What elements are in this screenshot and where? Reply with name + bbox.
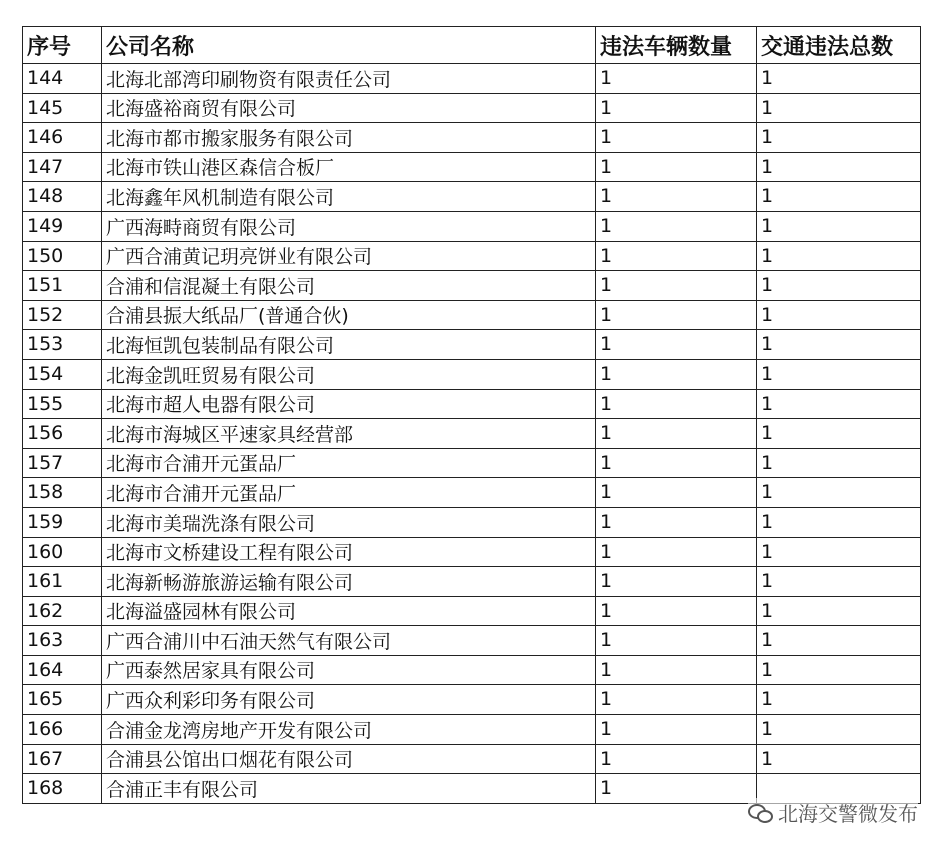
cell-total-violations: 1: [757, 596, 921, 626]
violation-table-container: [22, 26, 920, 804]
table-row: [23, 64, 921, 94]
watermark: [748, 798, 918, 827]
table-row: [23, 182, 921, 212]
cell-company-name: 北海市合浦开元蛋品厂: [102, 478, 596, 508]
cell-violating-vehicles: 1: [596, 300, 757, 330]
table-row: [23, 419, 921, 449]
cell-violating-vehicles: 1: [596, 152, 757, 182]
table-row: [23, 211, 921, 241]
cell-company-name: 北海鑫年风机制造有限公司: [102, 182, 596, 212]
cell-company-name: 广西海畤商贸有限公司: [102, 211, 596, 241]
cell-total-violations: 1: [757, 478, 921, 508]
cell-total-violations: 1: [757, 685, 921, 715]
cell-company-name: 北海恒凯包装制品有限公司: [102, 330, 596, 360]
cell-company-name: 广西众利彩印务有限公司: [102, 685, 596, 715]
table-row: [23, 241, 921, 271]
cell-company-name: 北海金凯旺贸易有限公司: [102, 359, 596, 389]
header-serial-number: 序号: [23, 27, 102, 64]
cell-violating-vehicles: 1: [596, 64, 757, 94]
cell-serial-number: 153: [23, 330, 102, 360]
cell-serial-number: 156: [23, 419, 102, 449]
table-row: [23, 448, 921, 478]
cell-company-name: 广西合浦川中石油天然气有限公司: [102, 626, 596, 656]
cell-company-name: 合浦金龙湾房地产开发有限公司: [102, 715, 596, 745]
cell-violating-vehicles: 1: [596, 123, 757, 153]
cell-company-name: 北海市合浦开元蛋品厂: [102, 448, 596, 478]
wechat-icon: [748, 804, 772, 822]
cell-serial-number: 158: [23, 478, 102, 508]
cell-company-name: 北海市超人电器有限公司: [102, 389, 596, 419]
cell-total-violations: 1: [757, 626, 921, 656]
cell-company-name: 广西泰然居家具有限公司: [102, 655, 596, 685]
cell-violating-vehicles: 1: [596, 596, 757, 626]
cell-serial-number: 150: [23, 241, 102, 271]
cell-violating-vehicles: 1: [596, 774, 757, 804]
cell-total-violations: 1: [757, 359, 921, 389]
cell-violating-vehicles: 1: [596, 448, 757, 478]
cell-company-name: 北海市铁山港区森信合板厂: [102, 152, 596, 182]
cell-serial-number: 149: [23, 211, 102, 241]
table-row: [23, 300, 921, 330]
cell-total-violations: 1: [757, 182, 921, 212]
cell-violating-vehicles: 1: [596, 507, 757, 537]
cell-total-violations: 1: [757, 152, 921, 182]
cell-total-violations: 1: [757, 389, 921, 419]
cell-total-violations: 1: [757, 211, 921, 241]
table-row: [23, 655, 921, 685]
cell-serial-number: 146: [23, 123, 102, 153]
cell-serial-number: 166: [23, 715, 102, 745]
cell-total-violations: 1: [757, 300, 921, 330]
header-violating-vehicles: 违法车辆数量: [596, 27, 757, 64]
cell-serial-number: 155: [23, 389, 102, 419]
table-row: [23, 330, 921, 360]
cell-violating-vehicles: 1: [596, 389, 757, 419]
cell-serial-number: 164: [23, 655, 102, 685]
table-row: [23, 567, 921, 597]
cell-company-name: 北海市文桥建设工程有限公司: [102, 537, 596, 567]
cell-serial-number: 162: [23, 596, 102, 626]
cell-total-violations: 1: [757, 715, 921, 745]
cell-violating-vehicles: 1: [596, 419, 757, 449]
cell-serial-number: 145: [23, 93, 102, 123]
cell-total-violations: 1: [757, 507, 921, 537]
cell-violating-vehicles: 1: [596, 626, 757, 656]
cell-company-name: 北海市都市搬家服务有限公司: [102, 123, 596, 153]
cell-company-name: 北海新畅游旅游运输有限公司: [102, 567, 596, 597]
cell-serial-number: 148: [23, 182, 102, 212]
cell-total-violations: 1: [757, 419, 921, 449]
table-row: [23, 744, 921, 774]
table-header-row: [23, 27, 921, 64]
cell-violating-vehicles: 1: [596, 567, 757, 597]
cell-company-name: 北海北部湾印刷物资有限责任公司: [102, 64, 596, 94]
cell-violating-vehicles: 1: [596, 655, 757, 685]
table-row: [23, 507, 921, 537]
cell-serial-number: 163: [23, 626, 102, 656]
cell-violating-vehicles: 1: [596, 330, 757, 360]
cell-total-violations: 1: [757, 537, 921, 567]
cell-violating-vehicles: 1: [596, 715, 757, 745]
cell-violating-vehicles: 1: [596, 685, 757, 715]
cell-total-violations: 1: [757, 271, 921, 301]
cell-violating-vehicles: 1: [596, 182, 757, 212]
cell-total-violations: 1: [757, 93, 921, 123]
cell-violating-vehicles: 1: [596, 744, 757, 774]
table-row: [23, 478, 921, 508]
cell-serial-number: 152: [23, 300, 102, 330]
table-row: [23, 123, 921, 153]
violation-table: [22, 26, 921, 804]
cell-total-violations: 1: [757, 64, 921, 94]
cell-serial-number: 160: [23, 537, 102, 567]
cell-serial-number: 157: [23, 448, 102, 478]
cell-total-violations: 1: [757, 123, 921, 153]
cell-violating-vehicles: 1: [596, 93, 757, 123]
cell-total-violations: 1: [757, 567, 921, 597]
cell-company-name: 北海盛裕商贸有限公司: [102, 93, 596, 123]
cell-serial-number: 154: [23, 359, 102, 389]
cell-total-violations: 1: [757, 744, 921, 774]
cell-violating-vehicles: 1: [596, 478, 757, 508]
table-row: [23, 389, 921, 419]
cell-violating-vehicles: 1: [596, 359, 757, 389]
cell-company-name: 广西合浦黄记玥亮饼业有限公司: [102, 241, 596, 271]
cell-serial-number: 167: [23, 744, 102, 774]
table-row: [23, 715, 921, 745]
cell-violating-vehicles: 1: [596, 241, 757, 271]
table-row: [23, 685, 921, 715]
cell-company-name: 合浦和信混凝土有限公司: [102, 271, 596, 301]
cell-company-name: 北海溢盛园林有限公司: [102, 596, 596, 626]
watermark-text: 北海交警微发布: [778, 802, 918, 826]
cell-company-name: 合浦县公馆出口烟花有限公司: [102, 744, 596, 774]
cell-violating-vehicles: 1: [596, 537, 757, 567]
cell-total-violations: 1: [757, 241, 921, 271]
cell-serial-number: 151: [23, 271, 102, 301]
cell-violating-vehicles: 1: [596, 211, 757, 241]
table-row: [23, 271, 921, 301]
cell-serial-number: 147: [23, 152, 102, 182]
table-row: [23, 537, 921, 567]
table-row: [23, 626, 921, 656]
table-row: [23, 93, 921, 123]
cell-serial-number: 144: [23, 64, 102, 94]
cell-total-violations: 1: [757, 655, 921, 685]
cell-serial-number: 165: [23, 685, 102, 715]
header-total-violations: 交通违法总数: [757, 27, 921, 64]
table-row: [23, 152, 921, 182]
cell-total-violations: 1: [757, 448, 921, 478]
cell-serial-number: 161: [23, 567, 102, 597]
table-row: [23, 359, 921, 389]
header-company-name: 公司名称: [102, 27, 596, 64]
cell-company-name: 北海市美瑞洗涤有限公司: [102, 507, 596, 537]
cell-violating-vehicles: 1: [596, 271, 757, 301]
cell-company-name: 合浦县振大纸品厂(普通合伙): [102, 300, 596, 330]
cell-serial-number: 168: [23, 774, 102, 804]
cell-total-violations: 1: [757, 330, 921, 360]
table-row: [23, 596, 921, 626]
cell-serial-number: 159: [23, 507, 102, 537]
cell-company-name: 北海市海城区平速家具经营部: [102, 419, 596, 449]
cell-company-name: 合浦正丰有限公司: [102, 774, 596, 804]
